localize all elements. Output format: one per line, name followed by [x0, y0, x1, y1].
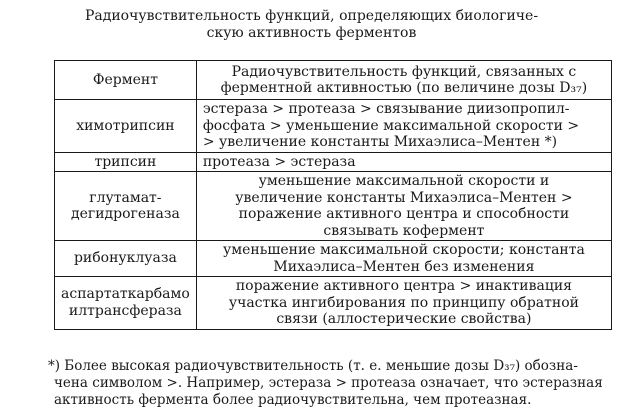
title-line-2: скую активность ферментов	[206, 25, 417, 41]
enzyme-cell	[55, 241, 197, 277]
cell-line: уменьшение максимальной скорости; константа	[222, 242, 585, 258]
enzyme-name-line-1: глутамат-	[89, 189, 162, 206]
enzyme-name-line-2: илтрансфераза	[68, 302, 182, 319]
footnote	[0, 358, 623, 409]
cell-line: фосфата > уменьшение максимальной скорости >	[202, 117, 580, 134]
enzyme-name: химотрипсин	[76, 117, 175, 134]
header-radio-line-1: Радиочувствительность функций, связанных с	[231, 63, 577, 80]
cell-line: эстераза > протеаза > связывание диизопропил-	[202, 101, 570, 117]
title-line-1: Радиочувствительность функций, определяющих биологиче-	[84, 8, 539, 24]
header-enzyme: Фермент	[55, 61, 197, 100]
cell-line: > увеличение константы Михаэлиса–Ментен *)	[202, 134, 558, 150]
table-header-row	[55, 61, 612, 100]
radiosensitivity-cell	[196, 241, 611, 277]
table-row	[55, 241, 612, 277]
cell-line: поражение активного центра > инактивация	[235, 278, 573, 294]
footnote-line-3: активность фермента более радиочувствительна, чем протеазная.	[54, 392, 532, 408]
radiosensitivity-cell	[196, 100, 611, 153]
radiosensitivity-cell	[196, 172, 611, 241]
table-row	[55, 172, 612, 241]
table-title	[0, 8, 623, 42]
footnote-line-1: *) Более высокая радиочувствительность (т. е. меньшие дозы D₃₇) обозна-	[48, 358, 578, 374]
radiosensitivity-cell	[196, 152, 611, 172]
enzyme-cell	[55, 100, 197, 153]
cell-line: уменьшение максимальной скорости и	[258, 173, 550, 189]
enzyme-name-line-1: аспартаткарбамо	[61, 286, 190, 303]
enzyme-radiosensitivity-table	[54, 60, 612, 330]
radiosensitivity-cell	[196, 277, 611, 330]
table-row	[55, 152, 612, 172]
cell-line: связывать кофермент	[323, 222, 485, 239]
enzyme-cell	[55, 277, 197, 330]
enzyme-name-line-2: дегидрогеназа	[70, 206, 180, 222]
enzyme-cell	[55, 172, 197, 241]
cell-line: увеличение константы Михаэлиса–Ментен >	[235, 189, 573, 206]
footnote-line-2: чена символом >. Например, эстераза > протеаза означает, что эстеразная	[54, 375, 603, 391]
cell-line: протеаза > эстераза	[202, 153, 356, 170]
header-radiosensitivity	[196, 61, 611, 100]
cell-line: Михаэлиса–Ментен без изменения	[273, 258, 535, 275]
table-row	[55, 100, 612, 153]
cell-line: участка ингибирования по принципу обратной	[228, 294, 579, 311]
table-row	[55, 277, 612, 330]
header-radio-line-2: ферментной активностью (по величине дозы D₃₇)	[220, 80, 588, 96]
enzyme-cell	[55, 152, 197, 172]
enzyme-name: трипсин	[94, 153, 157, 170]
cell-line: поражение активного центра и способности	[238, 206, 570, 222]
enzyme-name: рибонуклуаза	[73, 250, 177, 267]
cell-line: связи (аллостерические свойства)	[276, 311, 532, 327]
